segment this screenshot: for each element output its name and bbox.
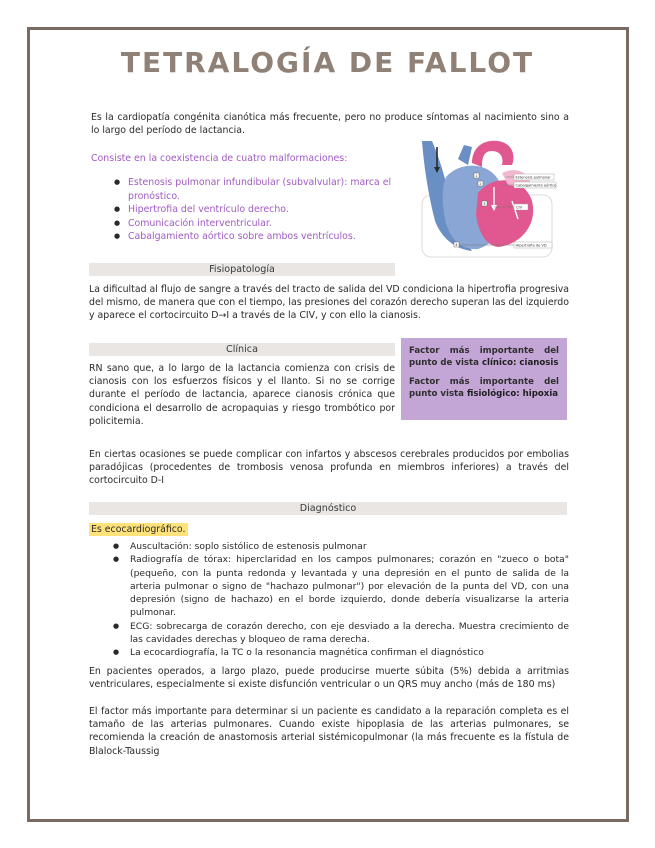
list-item: ● ECG: sobrecarga de corazón derecho, con eje desviado a la derecha. Muestra crecimiento de las cavidades derechas y bloqueo de rama derecha. <box>113 620 569 647</box>
figure-label: Cabalgamiento aórtico <box>515 183 557 188</box>
list-item: ● Estenosis pulmonar infundibular (subvalvular): marca el pronóstico. <box>114 176 399 203</box>
figure-label: CIV <box>516 205 523 210</box>
heart-diagram <box>402 137 569 262</box>
aorta-shape <box>472 141 513 167</box>
section-heading-diagnostico: Diagnóstico <box>89 502 567 515</box>
factor-paragraph: El factor más importante para determinar si un paciente es candidato a la reparación completa es el tamaño de las arterias pulmonares. Cuando existe hipoplasia de las arterias pulmonares, se recomienda la creación de anastomosis arterial sistémicopulmonar (la más frecuente es la fístula de Blalock-Taussig <box>89 706 569 757</box>
list-item: ● Cabalgamiento aórtico sobre ambos ventrículos. <box>114 230 399 244</box>
intro-paragraph: Es la cardiopatía congénita cianótica más frecuente, pero no produce síntomas al nacimiento sino a lo largo del período de lactancia. <box>91 112 569 137</box>
key-factors-callout <box>401 338 567 420</box>
callout-fisiologico: Factor más importante del punto vista fisiológico: hipoxia <box>409 377 559 399</box>
pulmonary-artery-shape <box>458 145 472 165</box>
page-title: TETRALOGÍA DE FALLOT <box>120 46 535 79</box>
figure-number: 1 <box>475 174 478 178</box>
clinica-paragraph: RN sano que, a lo largo de la lactancia comienza con crisis de cianosis con los esfuerzos físicos y el llanto. Si no se corrige durante el período de lactancia, aparece cianosis crónica que condiciona el desarrollo de acropaquias y riesgo trombótico por policitemia. <box>89 363 395 427</box>
figure-label: Estenosis pulmonar <box>515 175 551 180</box>
figure-number: 4 <box>455 243 458 247</box>
list-item: ● Hipertrofia del ventrículo derecho. <box>114 203 399 217</box>
figure-number: 2 <box>479 182 482 186</box>
section-heading-fisiopatologia: Fisiopatología <box>89 263 395 276</box>
callout-clinico: Factor más importante del punto de vista clínico: cianosis <box>409 346 559 368</box>
figure-label: Hipertrofia de VD <box>515 243 547 248</box>
highlighted-text: Es ecocardiográfico. <box>91 524 186 535</box>
fisiopatologia-paragraph: La dificultad al flujo de sangre a través del tracto de salida del VD condiciona la hipertrofia progresiva del mismo, de manera que con el tiempo, las presiones del corazón derecho superan las del izquierdo y aparece el cortocircuito D→I a través de la CIV, y con ello la cianosis. <box>89 284 569 322</box>
list-item: ● Auscultación: soplo sistólico de estenosis pulmonar <box>113 540 569 553</box>
diagnostico-list <box>113 540 569 660</box>
malformations-list <box>114 176 399 244</box>
list-item: ● Radiografía de tórax: hiperclaridad en los campos pulmonares; corazón en "zueco o bota" (pequeño, con la punta redonda y levantada y una depresión en el punto de salida de la arteria pulmonar o signo de "hachazo pulmonar") por elevación de la punta del VD, con una depresión (signo de hachazo) en el borde izquierdo, donde debería visualizarse la arteria pulmonar. <box>113 553 569 619</box>
list-item: ● La ecocardiografía, la TC o la resonancia magnética confirman el diagnóstico <box>113 646 569 659</box>
pacientes-paragraph: En pacientes operados, a largo plazo, puede producirse muerte súbita (5%) debida a arritmias ventriculares, especialmente si existe disfunción ventricular o un QRS muy ancho (más de 180 ms) <box>89 666 569 691</box>
malformations-intro: Consiste en la coexistencia de cuatro malformaciones: <box>91 153 348 164</box>
list-item: ● Comunicación interventricular. <box>114 217 399 231</box>
section-heading-clinica: Clínica <box>89 343 395 356</box>
figure-number: 3 <box>483 202 486 206</box>
complicaciones-paragraph: En ciertas ocasiones se puede complicar con infartos y abscesos cerebrales producidos por embolias paradójicas (procedentes de trombosis venosa profunda en miembros inferiores) a través del cortocircuito D-I <box>89 449 569 487</box>
